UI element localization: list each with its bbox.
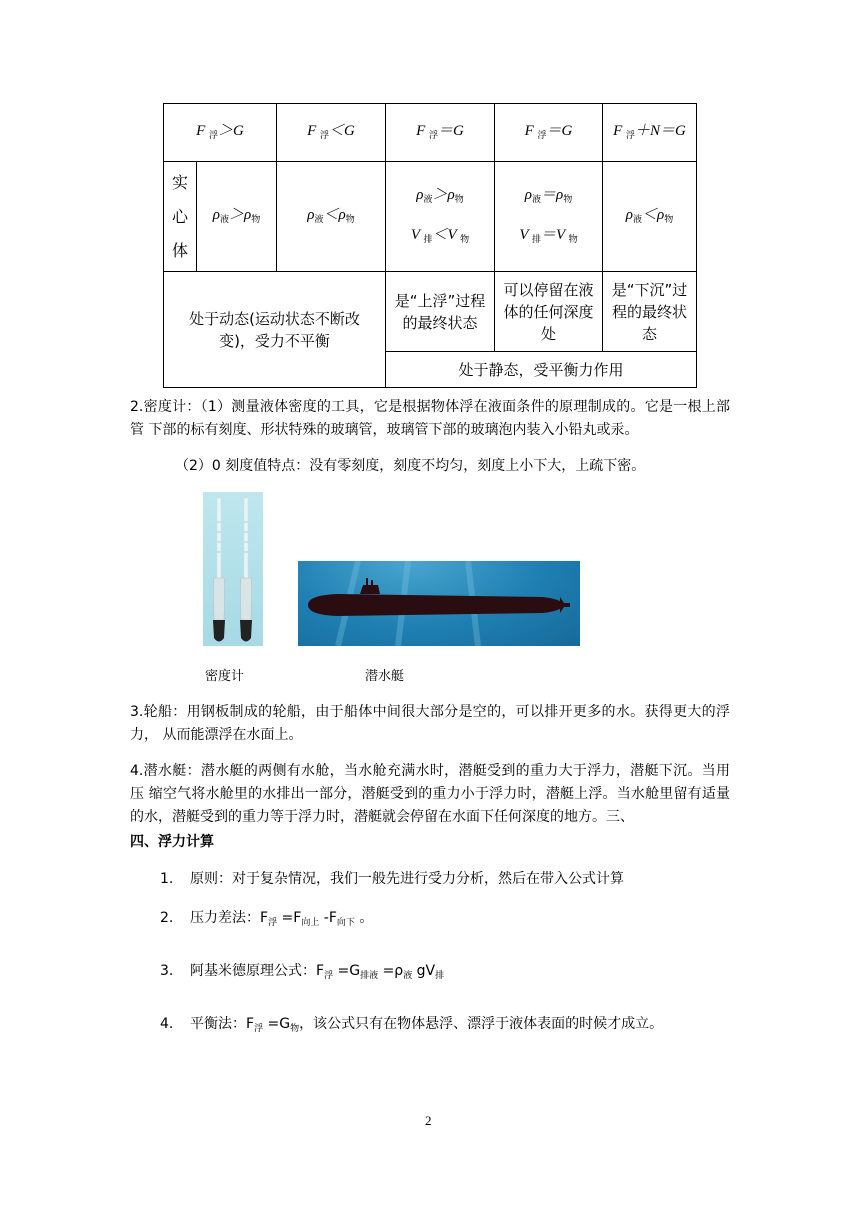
buoyancy-conditions-table bbox=[163, 103, 697, 388]
header-cell-5: F $_浮$＋N＝G bbox=[603, 104, 697, 162]
densimeter-image bbox=[203, 492, 263, 646]
header-cell-1: F $_浮$＞G bbox=[164, 104, 277, 162]
suspend-state-cell: 可以停留在液体的任何深度处 bbox=[495, 272, 603, 352]
submarine-image bbox=[298, 561, 580, 646]
ship-paragraph: 3.轮船：用钢板制成的轮船，由于船体中间很大部分是空的，可以排开更多的水。获得更大的浮力， 从而能漂浮在水面上。 bbox=[130, 704, 730, 743]
section-4-title: 四、浮力计算 bbox=[130, 834, 214, 850]
density-cell-1: $\rho_液>\rho_物$ bbox=[197, 162, 277, 272]
list-item-equilibrium: 4. 平衡法：$F_浮 =G_物$，该公式只有在物体悬浮、漂浮于液体表面的时候才成立。 bbox=[160, 1016, 664, 1034]
densimeter-paragraph: 2.密度计：（1）测量液体密度的工具，它是根据物体浮在液面条件的原理制成的。它是一根上部管 下部的标有刻度、形状特殊的玻璃管，玻璃管下部的玻璃泡内装入小铅丸或汞。 bbox=[130, 399, 730, 438]
densimeter-caption: 密度计 bbox=[205, 669, 245, 684]
dynamic-state-cell: 处于动态(运动状态不断改变)，受力不平衡 bbox=[164, 272, 386, 388]
header-cell-3: F $_浮$＝G bbox=[386, 104, 495, 162]
density-cell-4: $\rho_液=\rho_物$ V $_排$＝V $_物$ bbox=[495, 162, 603, 272]
list-item-principle: 1. 原则：对于复杂情况，我们一般先进行受力分析，然后在带入公式计算 bbox=[160, 871, 624, 887]
page-number: 2 bbox=[425, 1113, 432, 1128]
density-cell-2: $\rho_液<\rho_物$ bbox=[277, 162, 386, 272]
density-cell-5: $\rho_液<\rho_物$ bbox=[603, 162, 697, 272]
list-item-pressure-difference: 2. 压力差法：$F_浮 =F_{向上}$ $-F_{向下}$ 。 bbox=[160, 910, 374, 928]
header-cell-4: F $_浮$＝G bbox=[495, 104, 603, 162]
float-up-state-cell: 是“上浮”过程的最终状态 bbox=[386, 272, 495, 352]
densimeter-zero-mark-paragraph: （2）0 刻度值特点：没有零刻度，刻度不均匀，刻度上小下大，上疏下密。 bbox=[175, 458, 646, 474]
header-cell-2: F $_浮$＜G bbox=[277, 104, 386, 162]
submarine-caption: 潜水艇 bbox=[365, 669, 405, 684]
static-state-cell: 处于静态，受平衡力作用 bbox=[386, 352, 697, 388]
submarine-paragraph: 4.潜水艇：潜水艇的两侧有水舱，当水舱充满水时，潜艇受到的重力大于浮力，潜艇下沉。当用压 缩空气将水舱里的水排出一部分，潜艇受到的重力小于浮力时，潜艇上浮。当水舱里留有适量的水，潜艇受到的重力等于浮力时，潜艇就会停留在水面下任何深度的地方。三、 bbox=[130, 763, 730, 825]
solid-body-label: 实 心 体 bbox=[164, 162, 197, 272]
density-cell-3: $\rho_液>\rho_物$ V $_排$＜V $_物$ bbox=[386, 162, 495, 272]
list-item-archimedes: 3. 阿基米德原理公式：$F_浮 =G_{排液} =\rho_液$ $gV_排$ bbox=[160, 963, 445, 981]
sink-state-cell: 是“下沉”过程的最终状态 bbox=[603, 272, 697, 352]
